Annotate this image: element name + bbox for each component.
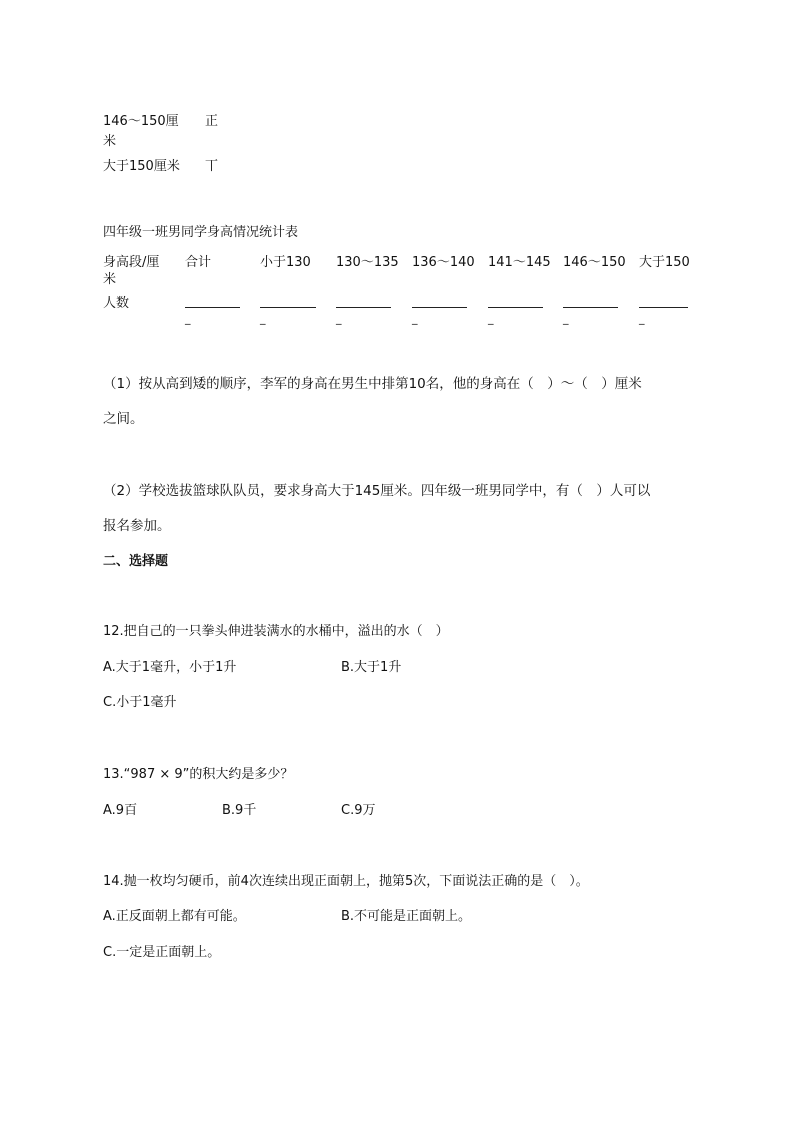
tally-row-2-label: 大于150厘米 bbox=[103, 159, 180, 174]
table-header-cell-2: 小于130 bbox=[260, 255, 311, 270]
question-14-stem: 14.抛一枚均匀硬币，前4次连续出现正面朝上，抛第5次，下面说法正确的是（ ）。 bbox=[103, 874, 589, 889]
question-14-option-b[interactable]: B.不可能是正面朝上。 bbox=[341, 909, 472, 924]
blank-cell-146-150-suffix: _ bbox=[563, 312, 569, 325]
blank-cell-130-135[interactable] bbox=[336, 307, 391, 308]
table-header-cell-0-line1: 身高段/厘 bbox=[103, 255, 160, 270]
question-2-line2: 报名参加。 bbox=[103, 518, 171, 534]
tally-row-1-label-line1: 146～150厘 bbox=[103, 114, 179, 129]
blank-cell-total[interactable] bbox=[185, 307, 240, 308]
question-14-option-c[interactable]: C.一定是正面朝上。 bbox=[103, 945, 221, 960]
table-header-cell-0-line2: 米 bbox=[103, 272, 117, 287]
tally-row-1-label-line2: 米 bbox=[103, 134, 117, 149]
question-1-line1: （1）按从高到矮的顺序，李军的身高在男生中排第10名，他的身高在（ ）～（ ）厘米 bbox=[103, 376, 642, 392]
blank-cell-lt130-suffix: _ bbox=[260, 312, 266, 325]
blank-cell-141-145-suffix: _ bbox=[488, 312, 494, 325]
blank-cell-130-135-suffix: _ bbox=[336, 312, 342, 325]
question-12-option-a[interactable]: A.大于1毫升，小于1升 bbox=[103, 660, 237, 675]
blank-cell-136-140-suffix: _ bbox=[412, 312, 418, 325]
table-title: 四年级一班男同学身高情况统计表 bbox=[103, 225, 299, 240]
table-header-cell-5: 141～145 bbox=[488, 255, 551, 270]
blank-cell-gt150-suffix: _ bbox=[639, 312, 645, 325]
question-13-option-b[interactable]: B.9千 bbox=[222, 803, 257, 818]
section-title: 二、选择题 bbox=[103, 554, 169, 569]
question-13-option-a[interactable]: A.9百 bbox=[103, 803, 138, 818]
question-2-line1: （2）学校选拔篮球队队员，要求身高大于145厘米。四年级一班男同学中，有（ ）人可以 bbox=[103, 483, 651, 499]
blank-cell-total-suffix: _ bbox=[185, 312, 191, 325]
question-1-line2: 之间。 bbox=[103, 411, 144, 427]
tally-row-1-mark: 正 bbox=[205, 114, 219, 129]
tally-row-2-mark: 丅 bbox=[205, 159, 219, 174]
blank-cell-136-140[interactable] bbox=[412, 307, 467, 308]
table-header-cell-7: 大于150 bbox=[639, 255, 690, 270]
blank-cell-141-145[interactable] bbox=[488, 307, 543, 308]
table-header-cell-3: 130～135 bbox=[336, 255, 399, 270]
question-12-stem: 12.把自己的一只拳头伸进装满水的水桶中，溢出的水（ ） bbox=[103, 624, 449, 639]
question-13-stem: 13.“987 × 9”的积大约是多少？ bbox=[103, 767, 294, 782]
question-14-option-a[interactable]: A.正反面朝上都有可能。 bbox=[103, 909, 246, 924]
question-12-option-b[interactable]: B.大于1升 bbox=[341, 660, 402, 675]
table-header-cell-1: 合计 bbox=[185, 255, 212, 270]
table-header-cell-6: 146～150 bbox=[563, 255, 626, 270]
table-header-cell-4: 136～140 bbox=[412, 255, 475, 270]
blank-cell-lt130[interactable] bbox=[260, 307, 316, 308]
table-row-label: 人数 bbox=[103, 296, 130, 311]
blank-cell-146-150[interactable] bbox=[563, 307, 618, 308]
blank-cell-gt150[interactable] bbox=[639, 307, 688, 308]
question-13-option-c[interactable]: C.9万 bbox=[341, 803, 376, 818]
question-12-option-c[interactable]: C.小于1毫升 bbox=[103, 695, 177, 710]
